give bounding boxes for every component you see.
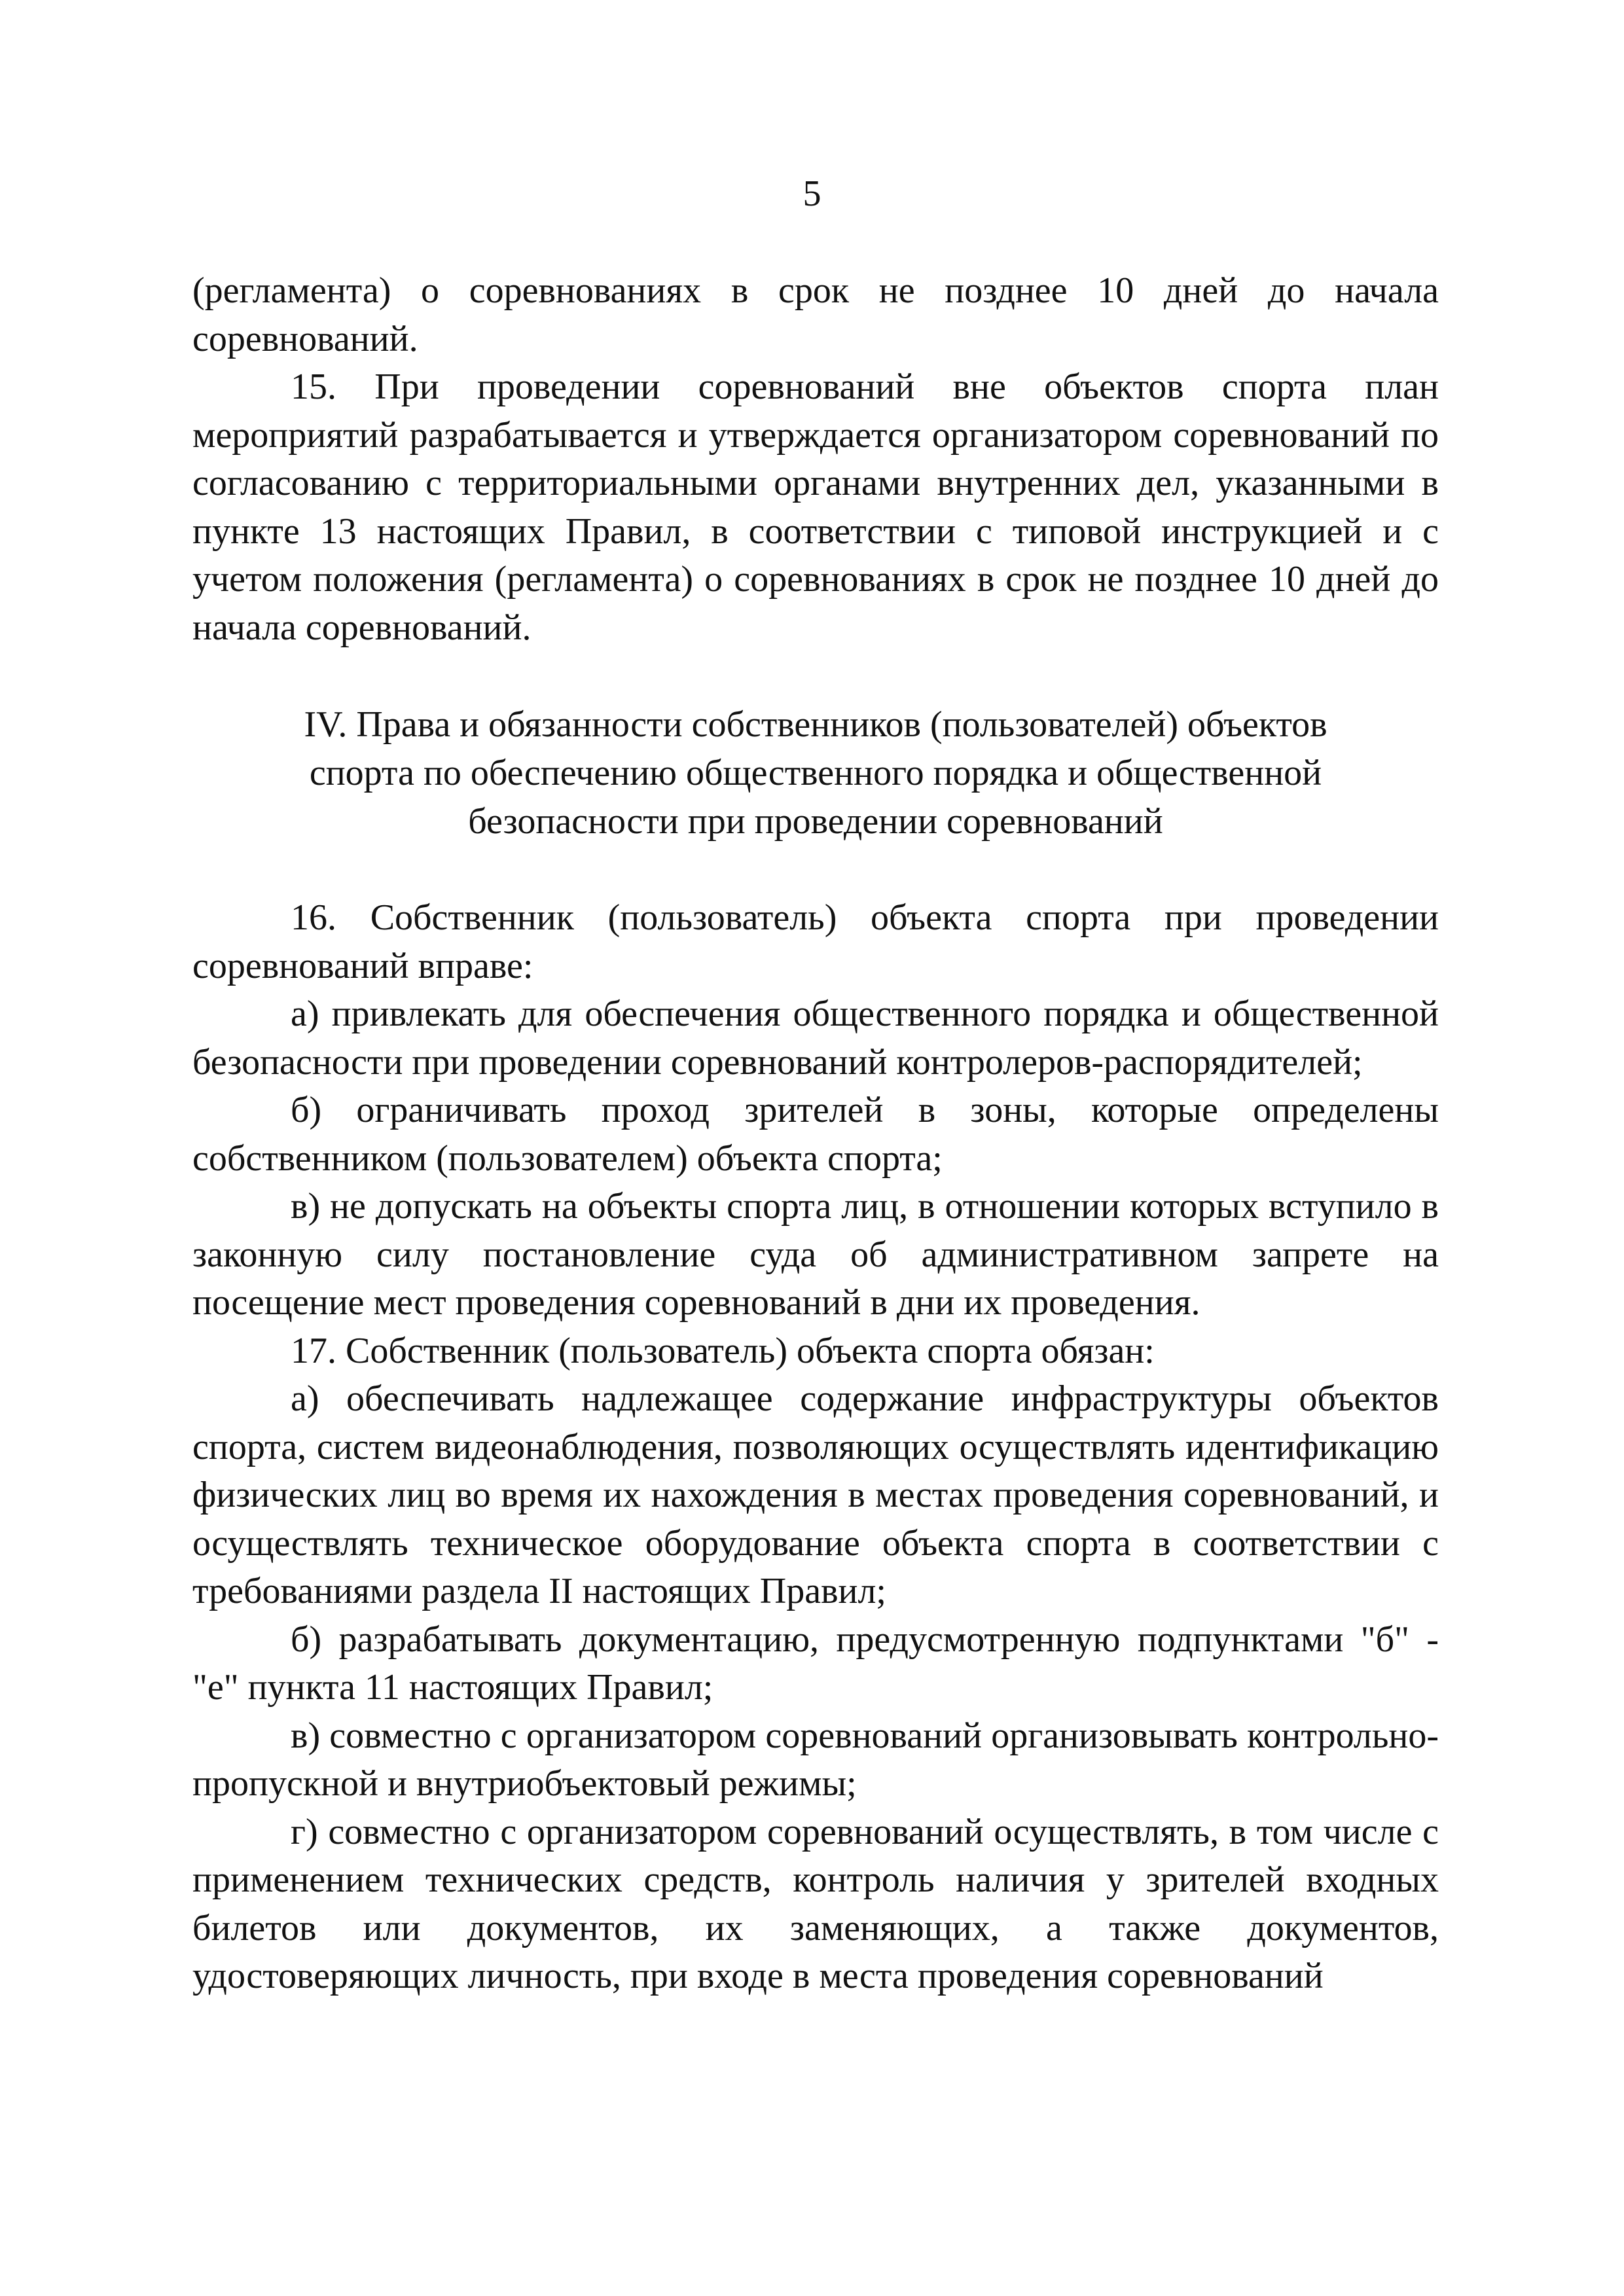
paragraph-item-17: 17. Собственник (пользователь) объекта спорта обязан:	[291, 1330, 1155, 1371]
section-heading	[192, 700, 1439, 846]
page-number: 5	[803, 173, 821, 214]
paragraph-item-15: 15. При проведении соревнований вне объектов спорта план мероприятий разрабатывается и утверждается организатором соревнований по согласованию с территориальными органами внутренних дел, указанными в пункте 13 настоящих Правил, в соответствии с типовой инструкцией и с учетом положения (регламента) о соревнованиях в срок не позднее 10 дней до начала соревнований.	[192, 367, 1439, 648]
paragraph-item-16: 16. Собственник (пользователь) объекта спорта при проведении соревнований вправе:	[192, 897, 1439, 986]
paragraph-item-16a: а) привлекать для обеспечения общественного порядка и общественной безопасности при проведении соревнований контролеров-распорядителей;	[192, 994, 1439, 1083]
paragraph-continuation: (регламента) о соревнованиях в срок не позднее 10 дней до начала соревнований.	[192, 270, 1439, 359]
paragraph-item-17a: а) обеспечивать надлежащее содержание инфраструктуры объектов спорта, систем видеонаблюдения, позволяющих осуществлять идентификацию физических лиц во время их нахождения в местах проведения соревнований, и осуществлять техническое оборудование объекта спорта в соответствии с требованиями раздела II настоящих Правил;	[192, 1378, 1439, 1611]
paragraph-item-16b: б) ограничивать проход зрителей в зоны, которые определены собственником (пользователем) объекта спорта;	[192, 1090, 1439, 1179]
paragraph-item-17c: в) совместно с организатором соревнований организовывать контрольно-пропускной и внутриобъектовый режимы;	[192, 1715, 1439, 1804]
paragraph-item-16c: в) не допускать на объекты спорта лиц, в отношении которых вступило в законную силу постановление суда об административном запрете на посещение мест проведения соревнований в дни их проведения.	[192, 1186, 1439, 1323]
paragraph-item-17d: г) совместно с организатором соревнований осуществлять, в том числе с применением технических средств, контроль наличия у зрителей входных билетов или документов, их заменяющих, а также документов, удостоверяющих личность, при входе в места проведения соревнований	[192, 1811, 1439, 1996]
section-heading-line: IV. Права и обязанности собственников (пользователей) объектов	[304, 704, 1327, 745]
section-heading-line: спорта по обеспечению общественного порядка и общественной	[309, 753, 1322, 793]
paragraph-item-17b: б) разрабатывать документацию, предусмотренную подпунктами "б" - "е" пункта 11 настоящих Правил;	[192, 1619, 1439, 1708]
document-body	[192, 267, 1439, 2001]
section-heading-line: безопасности при проведении соревнований	[468, 801, 1163, 842]
